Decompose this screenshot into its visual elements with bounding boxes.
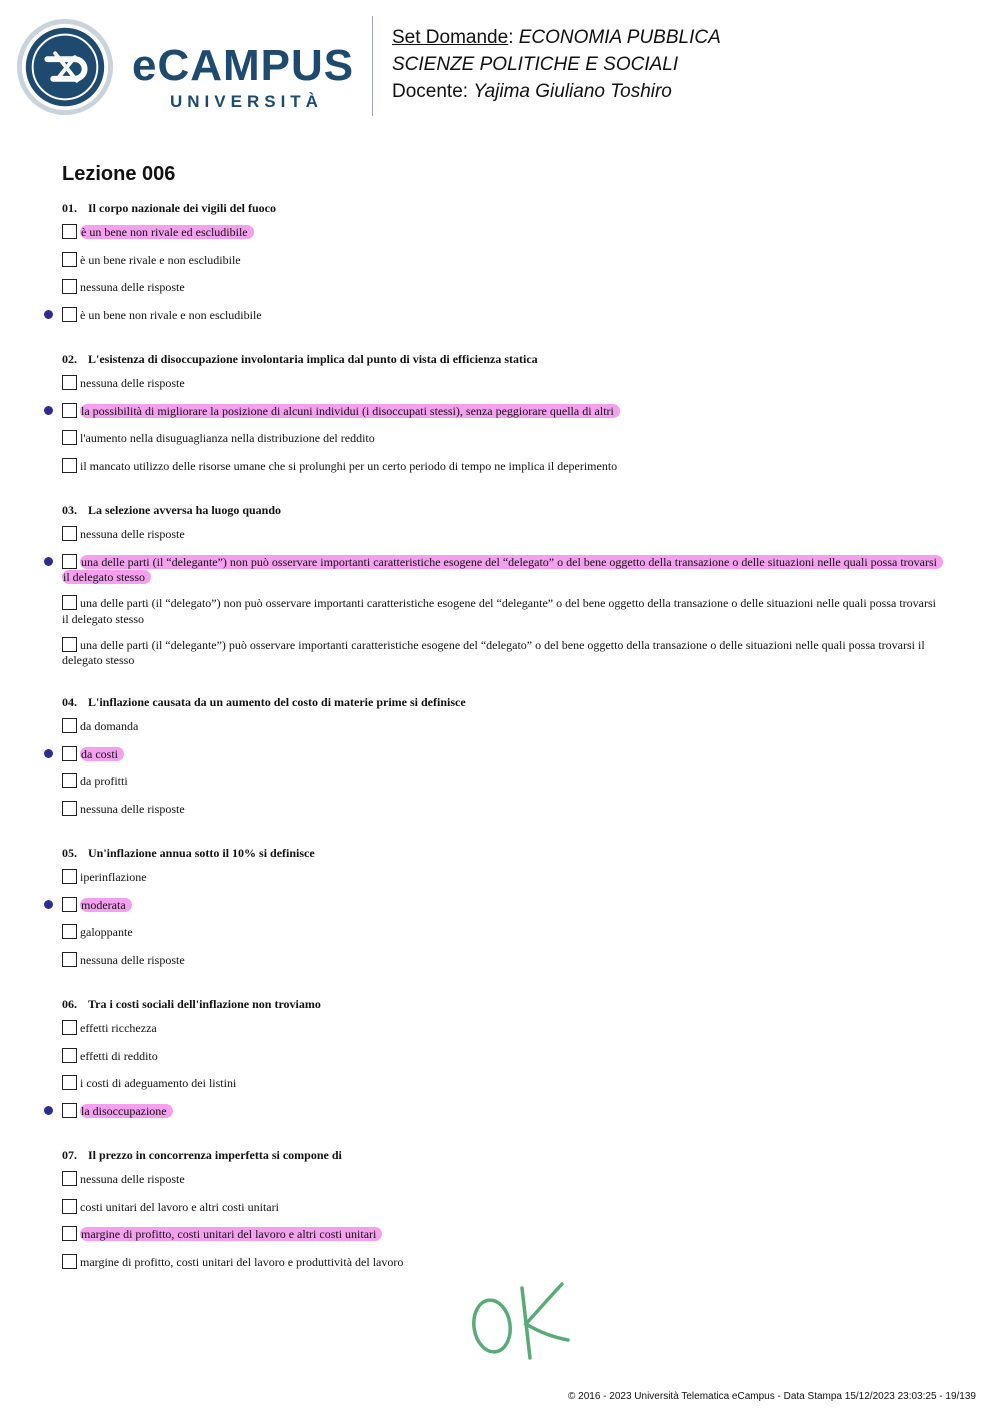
- answer-option[interactable]: [62, 952, 942, 970]
- answer-checkbox[interactable]: [62, 718, 77, 733]
- question: [62, 845, 942, 979]
- answer-text: nessuna delle risposte: [80, 376, 185, 390]
- question-text: L'esistenza di disoccupazione involontaria implica dal punto di vista di efficienza statica: [88, 352, 538, 366]
- answer-text: nessuna delle risposte: [80, 280, 185, 294]
- answer-checkbox[interactable]: [62, 924, 77, 939]
- question-number: 01.: [62, 201, 77, 215]
- answer-text: il mancato utilizzo delle risorse umane che si prolunghi per un certo periodo di tempo ne implica il deperimento: [80, 458, 618, 473]
- question: [62, 996, 942, 1130]
- pen-dot-mark: [44, 1106, 53, 1115]
- set-label: Set Domande: [392, 27, 509, 48]
- pen-dot-mark: [44, 310, 53, 319]
- question: [62, 200, 942, 334]
- answer-text: da profitti: [80, 774, 128, 788]
- answer-option[interactable]: [62, 897, 942, 915]
- question-title: [62, 1147, 942, 1163]
- answer-option[interactable]: [62, 746, 942, 764]
- answer-checkbox[interactable]: [62, 869, 77, 884]
- answer-checkbox[interactable]: [62, 746, 77, 761]
- question-text: L'inflazione causata da un aumento del costo di materie prime si definisce: [88, 695, 466, 709]
- question-number: 02.: [62, 352, 77, 366]
- subject: ECONOMIA PUBBLICA: [518, 27, 721, 48]
- answer-text: i costi di adeguamento dei listini: [80, 1076, 237, 1090]
- question-text: La selezione avversa ha luogo quando: [88, 503, 282, 517]
- pen-dot-mark: [44, 749, 53, 758]
- answer-checkbox[interactable]: [62, 1171, 77, 1186]
- question-text: Il prezzo in concorrenza imperfetta si compone di: [88, 1148, 342, 1162]
- highlighted-answer-text: margine di profitto, costi unitari del lavoro e altri costi unitari: [80, 1227, 382, 1241]
- answer-option[interactable]: [62, 403, 942, 421]
- question-number: 04.: [62, 695, 77, 709]
- answer-checkbox[interactable]: [62, 458, 77, 473]
- question-title: [62, 351, 942, 367]
- highlighted-answer-text: una delle parti (il “delegante”) non può osservare importanti caratteristiche esogene del “delegato” o del bene oggetto della transazione o delle situazioni nelle quali possa trovarsi il delegato stesso: [62, 555, 943, 585]
- answer-option[interactable]: [62, 801, 942, 819]
- answer-option[interactable]: [62, 869, 942, 887]
- answer-option[interactable]: [62, 458, 942, 476]
- answer-option[interactable]: [62, 1020, 942, 1038]
- teacher-label: Docente:: [392, 81, 469, 102]
- brand-logo: [132, 42, 354, 112]
- answer-checkbox[interactable]: [62, 952, 77, 967]
- answer-text: è un bene rivale e non escludibile: [80, 252, 241, 267]
- answer-option[interactable]: [62, 1075, 942, 1093]
- answer-option[interactable]: [62, 1048, 942, 1066]
- pen-dot-mark: [44, 406, 53, 415]
- brand-subtitle: UNIVERSITÀ: [170, 92, 323, 111]
- handwritten-ok-mark: [468, 1278, 578, 1363]
- answer-text: costi unitari del lavoro e altri costi unitari: [80, 1199, 279, 1214]
- answer-text: l'aumento nella disuguaglianza nella distribuzione del reddito: [80, 431, 375, 445]
- highlighted-answer-text: la possibilità di migliorare la posizione di alcuni individui (i disoccupati stessi), senza peggiorare quella di altri: [80, 404, 620, 418]
- highlighted-answer-text: è un bene non rivale ed escludibile: [80, 225, 254, 239]
- teacher-name: Yajima Giuliano Toshiro: [473, 81, 672, 102]
- answer-checkbox[interactable]: [62, 773, 77, 788]
- answer-checkbox[interactable]: [62, 595, 77, 610]
- answer-checkbox[interactable]: [62, 526, 77, 541]
- answer-text: galoppante: [80, 925, 133, 939]
- answer-checkbox[interactable]: [62, 403, 77, 418]
- answer-checkbox[interactable]: [62, 1254, 77, 1269]
- highlighted-answer-text: la disoccupazione: [80, 1104, 173, 1118]
- question-title: [62, 502, 942, 518]
- answer-checkbox[interactable]: [62, 637, 77, 652]
- answer-checkbox[interactable]: [62, 1075, 77, 1090]
- question: [62, 351, 942, 485]
- answer-text: una delle parti (il “delegato”) non può osservare importanti caratteristiche esogene del “delegante” o del bene oggetto della transazione o delle situazioni nelle quali possa trovarsi il delegato stesso: [62, 596, 937, 626]
- answer-option[interactable]: [62, 1171, 942, 1189]
- answer-option[interactable]: [62, 224, 942, 242]
- answer-option[interactable]: [62, 526, 942, 544]
- question-title: [62, 845, 942, 861]
- answer-option[interactable]: [62, 1103, 942, 1121]
- question-title: [62, 694, 942, 710]
- answer-checkbox[interactable]: [62, 307, 77, 322]
- question: [62, 1147, 942, 1281]
- highlighted-answer-text: moderata: [80, 898, 132, 912]
- header-divider: [372, 16, 373, 116]
- question-text: Tra i costi sociali dell'inflazione non troviamo: [88, 997, 321, 1011]
- answer-option[interactable]: [62, 1226, 942, 1244]
- answer-text: effetti ricchezza: [80, 1021, 157, 1035]
- answer-option[interactable]: [62, 430, 942, 448]
- answer-text: nessuna delle risposte: [80, 801, 185, 816]
- answer-text: nessuna delle risposte: [80, 952, 185, 967]
- question-title: [62, 996, 942, 1012]
- answer-checkbox[interactable]: [62, 1103, 77, 1118]
- lesson-title: Lezione 006: [62, 163, 176, 185]
- answer-option[interactable]: [62, 773, 942, 791]
- brand-name: eCAMPUS: [132, 41, 355, 90]
- answer-option[interactable]: [62, 718, 942, 736]
- answer-option[interactable]: [62, 252, 942, 270]
- answer-checkbox[interactable]: [62, 801, 77, 816]
- answer-option[interactable]: [62, 924, 942, 942]
- answer-text: è un bene non rivale e non escludibile: [80, 307, 262, 322]
- university-seal-logo: [16, 18, 114, 116]
- document-header: [0, 0, 1000, 130]
- answer-checkbox[interactable]: [62, 375, 77, 390]
- answer-checkbox[interactable]: [62, 1048, 77, 1063]
- answer-text: nessuna delle risposte: [80, 1172, 185, 1186]
- answer-text: da domanda: [80, 719, 139, 733]
- question-number: 05.: [62, 846, 77, 860]
- page-footer: © 2016 - 2023 Università Telematica eCampus - Data Stampa 15/12/2023 23:03:25 - 19/139: [568, 1391, 976, 1402]
- header-info: Set Domande: ECONOMIA PUBBLICA SCIENZE POLITICHE E SOCIALI Docente: Yajima Giuliano Toshiro: [392, 27, 721, 102]
- answer-text: iperinflazione: [80, 870, 147, 884]
- question-text: Un'inflazione annua sotto il 10% si definisce: [88, 846, 315, 860]
- answer-checkbox[interactable]: [62, 279, 77, 294]
- answer-text: nessuna delle risposte: [80, 527, 185, 541]
- pen-dot-mark: [44, 557, 53, 566]
- question: [62, 694, 942, 828]
- answer-option[interactable]: [62, 375, 942, 393]
- answer-text: una delle parti (il “delegante”) può osservare importanti caratteristiche esogene del “delegato” o del bene oggetto della transazione o delle situazioni nelle quali possa trovarsi il delegato stesso: [62, 637, 925, 667]
- answer-text: effetti di reddito: [80, 1048, 158, 1063]
- answer-checkbox[interactable]: [62, 1020, 77, 1035]
- question-number: 03.: [62, 503, 77, 517]
- question-text: Il corpo nazionale dei vigili del fuoco: [88, 201, 276, 215]
- question: [62, 502, 942, 678]
- question-number: 07.: [62, 1148, 77, 1162]
- answer-option[interactable]: [62, 637, 942, 669]
- answer-option[interactable]: [62, 279, 942, 297]
- answer-checkbox[interactable]: [62, 1199, 77, 1214]
- highlighted-answer-text: da costi: [80, 747, 124, 761]
- answer-option[interactable]: [62, 307, 942, 325]
- answer-option[interactable]: [62, 1254, 942, 1272]
- answer-text: margine di profitto, costi unitari del lavoro e produttività del lavoro: [80, 1254, 404, 1269]
- answer-checkbox[interactable]: [62, 897, 77, 912]
- question-title: [62, 200, 942, 216]
- answer-checkbox[interactable]: [62, 252, 77, 267]
- answer-option[interactable]: [62, 554, 942, 586]
- answer-option[interactable]: [62, 1199, 942, 1217]
- answer-checkbox[interactable]: [62, 430, 77, 445]
- answer-checkbox[interactable]: [62, 224, 77, 239]
- answer-checkbox[interactable]: [62, 1226, 77, 1241]
- question-number: 06.: [62, 997, 77, 1011]
- pen-dot-mark: [44, 900, 53, 909]
- faculty: SCIENZE POLITICHE E SOCIALI: [392, 54, 679, 75]
- answer-option[interactable]: [62, 595, 942, 627]
- answer-checkbox[interactable]: [62, 554, 77, 569]
